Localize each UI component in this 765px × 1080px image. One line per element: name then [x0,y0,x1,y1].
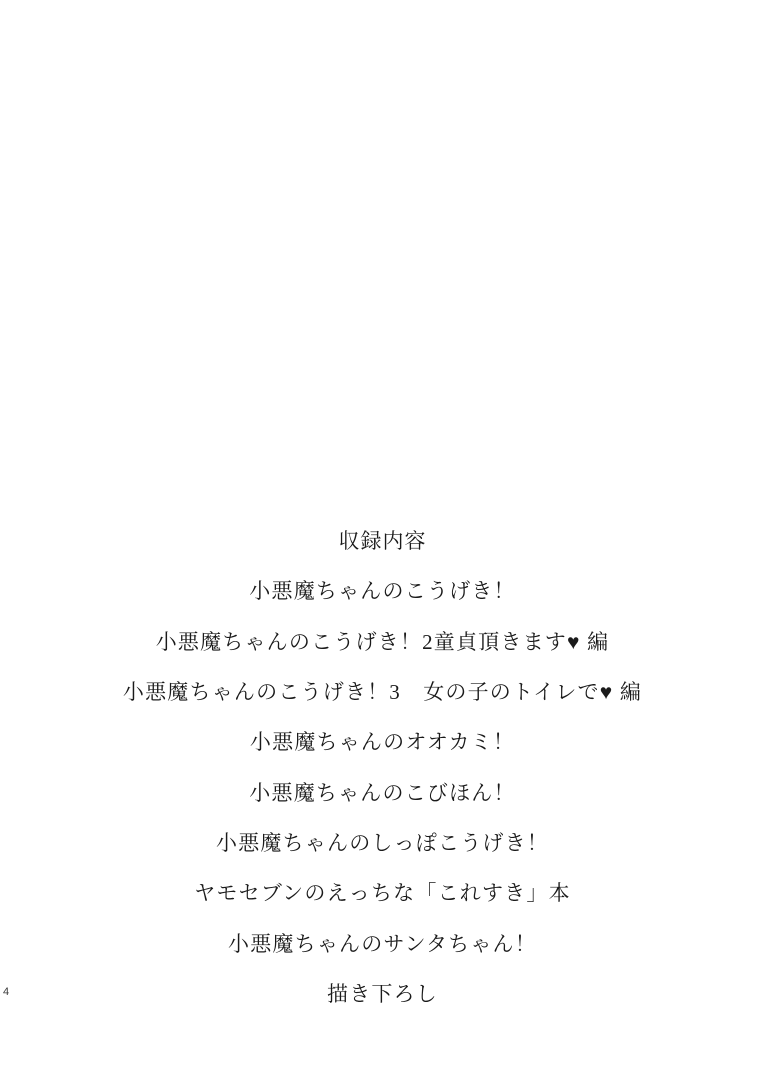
list-item: 小悪魔ちゃんのしっぽこうげき！ [216,831,549,856]
list-item: 描き下ろし [327,982,438,1007]
list-item: 小悪魔ちゃんのこびほん！ [249,780,516,805]
toc-list [0,577,765,1008]
list-item: ヤモセブンのえっちな「これすき」本 [194,881,571,906]
table-of-contents [0,528,765,1008]
toc-heading: 収録内容 [338,529,427,553]
list-item: 小悪魔ちゃんのこうげき！ [249,579,516,604]
list-item: 小悪魔ちゃんのオオカミ！ [249,730,516,755]
list-item: 小悪魔ちゃんのこうげき！3 女の子のトイレで♥ 編 [122,679,643,704]
page-number: 4 [3,986,10,998]
list-item: 小悪魔ちゃんのサンタちゃん！ [228,931,537,956]
list-item: 小悪魔ちゃんのこうげき！2童貞頂きます♥ 編 [155,629,610,654]
